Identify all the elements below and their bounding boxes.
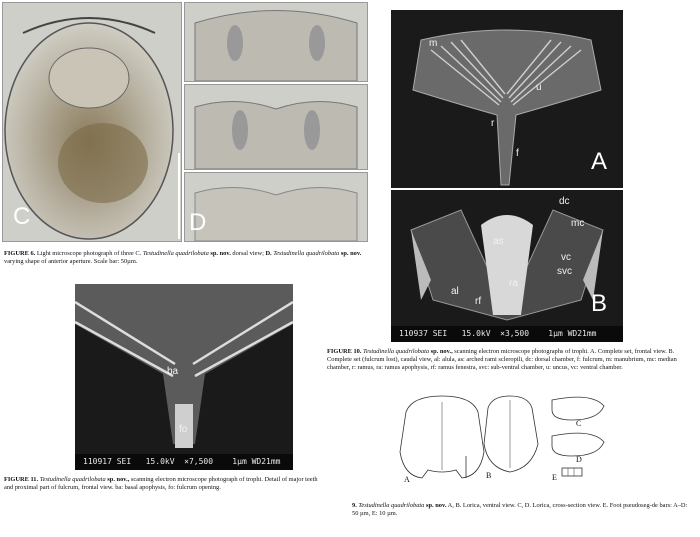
fig9-label-d: D (576, 455, 582, 464)
label-vc: vc (561, 252, 571, 263)
label-dc: dc (559, 196, 570, 207)
fig11-caption: FIGURE 11. Testudinella quadrilobata sp. nov., scanning electron microscope photograph of trophi. Detail of major teeth and proximal part of fulcrum, frontal view. ba: basal apophysis, fo: fulcrum opening. (4, 476, 318, 491)
panel-d-label: D (189, 209, 207, 236)
trophi-detail-illustration (75, 284, 293, 470)
label-svc: svc (557, 266, 572, 277)
fig10-photo-a (391, 10, 623, 188)
label-ba: ba (167, 366, 179, 377)
lorica-drawings (392, 392, 622, 490)
label-rf: rf (475, 296, 482, 307)
fig9-caption: 9. Testudinella quadrilobata sp. nov. A, B. Lorica, ventral view. C, D. Lorica, cross-section view. E. Foot pseudoseg-de bars: A–D: 50 µm, E: 10 µm. (352, 502, 688, 517)
panel-c-label: C (13, 203, 31, 230)
label-ra: ra (509, 278, 518, 289)
trophi-caudal-illustration (391, 190, 623, 342)
fig9-drawings (392, 392, 622, 490)
fig9-label-a: A (404, 475, 410, 484)
label-r: r (491, 118, 495, 129)
fig10-sem-info: 110937 SEI 15.0kV ×3,500 1µm WD21mm (391, 326, 623, 342)
fig9-label-e: E (552, 473, 557, 482)
panel-b-label: B (591, 290, 608, 317)
fig11-photo (75, 284, 293, 470)
label-al: al (451, 286, 459, 297)
label-fo: fo (179, 424, 188, 435)
label-as: as (493, 236, 504, 247)
fig10-photo-b (391, 190, 623, 342)
label-mc: mc (571, 218, 585, 229)
label-f: f (516, 148, 519, 159)
trophi-frontal-illustration (391, 10, 623, 188)
fig6-caption: FIGURE 6. Light microscope photograph of three C. Testudinella quadrilobata sp. nov. dorsal view; D. Testudinella quadrilobata sp. nov. varying shape of anterior aperture. Scale bar: 50µm. (4, 250, 362, 265)
fig6-photo-d2 (184, 84, 368, 170)
fig6-photo-d1 (184, 2, 368, 82)
fig11-sem-info: 110917 SEI 15.0kV ×7,500 1µm WD21mm (75, 454, 293, 470)
fig10-caption: FIGURE 10. Testudinella quadrilobata sp. nov., scanning electron microscope photographs of trophi. A. Complete set, frontal view. B. Complete set (fulcrum lost), caudal view, al: alula, as: arched rami scleropili, dc: dorsal chamber, f: fulcrum, m: manubrium, mc: median chamber, r: ramus, ra: ramus apophysis, rf: ramus fenestra, svc: sub-ventral chamber, u: uncus, vc: ventral chamber. (327, 348, 677, 371)
panel-a-label: A (591, 148, 608, 175)
fig6-photo-d3 (184, 172, 368, 242)
fig6-photo-c (2, 2, 182, 242)
fig9-label-c: C (576, 419, 582, 428)
label-m: m (429, 38, 438, 49)
fig9-label-b: B (486, 471, 492, 480)
label-u: u (536, 82, 542, 93)
